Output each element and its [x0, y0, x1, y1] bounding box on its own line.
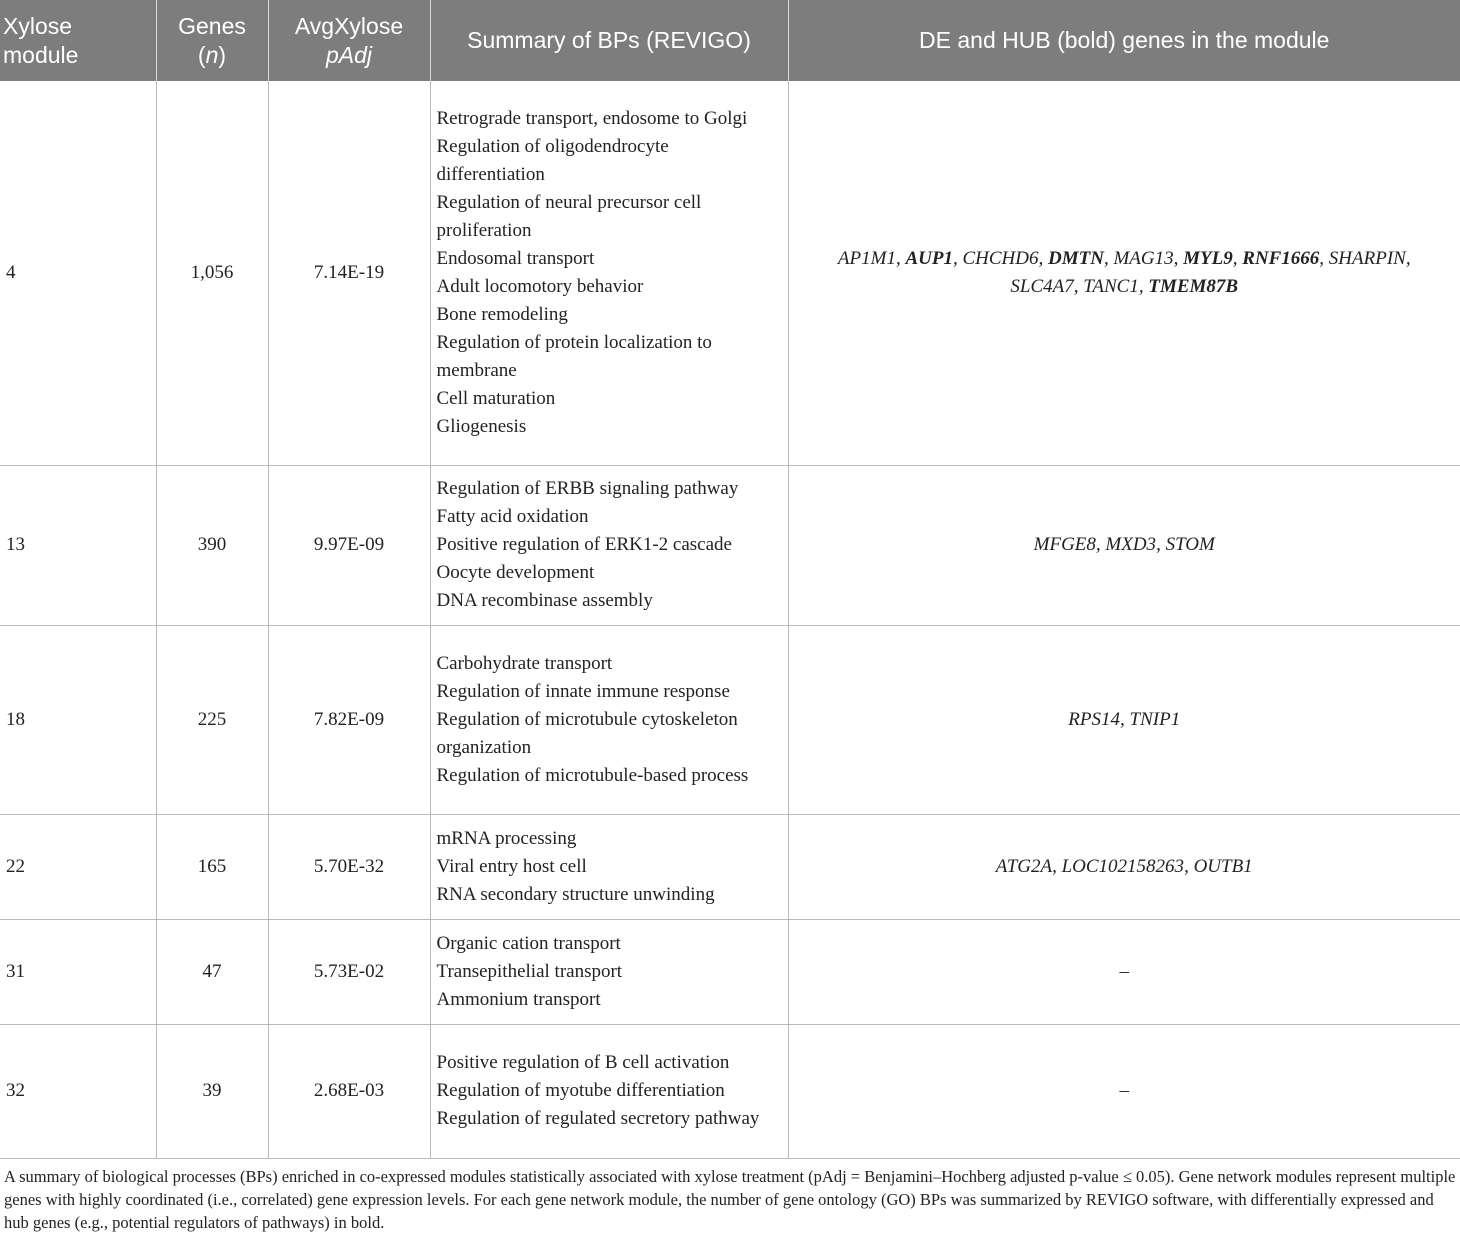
de-hub-genes-cell [788, 919, 1460, 1024]
padj-cell: 9.97E-09 [268, 465, 430, 625]
bp-item: Viral entry host cell [436, 855, 587, 877]
bp-item: mRNA processing [436, 827, 577, 849]
bp-item: Cell maturation [436, 387, 556, 409]
de-gene: – [1119, 960, 1129, 982]
gene-list [1120, 1077, 1130, 1105]
module-cell: 18 [0, 625, 156, 814]
gene-list: MFGE8, MXD3, STOM [1033, 534, 1215, 555]
header-genes-label: Genes [178, 12, 246, 39]
bp-item: Regulation of microtubule cytoskeleton organization [436, 708, 738, 758]
genes-count-cell: 225 [156, 625, 268, 814]
gene-list [1120, 958, 1130, 986]
header-de-hub-genes: DE and HUB (bold) genes in the module [788, 0, 1460, 81]
table-row [0, 81, 1460, 465]
table-header-row [0, 0, 1460, 81]
bp-item: Regulation of protein localization to membrane [436, 331, 712, 381]
genes-count-cell: 39 [156, 1024, 268, 1158]
module-cell: 22 [0, 814, 156, 919]
table-row [0, 465, 1460, 625]
module-cell: 31 [0, 919, 156, 1024]
padj-cell: 5.73E-02 [268, 919, 430, 1024]
bp-item: DNA recombinase assembly [436, 590, 653, 611]
bp-item: Adult locomotory behavior [436, 275, 644, 297]
de-hub-genes-cell [788, 625, 1460, 814]
table-caption: A summary of biological processes (BPs) enriched in co-expressed modules statistically associated with xylose treatment (pAdj = Benjamini–Hochberg adjusted p-value ≤ 0.05). Gene network modules represent multiple genes with highly coordinated (i.e., correlated) gene expression levels. For each gene network module, the number of gene ontology (GO) BPs was summarized by REVIGO software, with differentially expressed and hub genes (e.g., potential regulators of pathways) in bold. [4, 1167, 1456, 1232]
de-hub-genes-cell [788, 1024, 1460, 1158]
header-bp-summary: Summary of BPs (REVIGO) [430, 0, 788, 81]
bp-item: RNA secondary structure unwinding [436, 883, 715, 905]
bp-item: Fatty acid oxidation [436, 506, 589, 527]
header-padj [268, 0, 430, 81]
header-padj-sub: pAdj [325, 41, 373, 68]
genes-count-cell: 47 [156, 919, 268, 1024]
module-cell: 4 [0, 81, 156, 465]
de-gene: MAG13 [1113, 247, 1174, 269]
bp-summary-cell [430, 1024, 788, 1158]
padj-cell: 7.82E-09 [268, 625, 430, 814]
bp-item: Positive regulation of B cell activation [436, 1052, 730, 1073]
padj-cell: 5.70E-32 [268, 814, 430, 919]
bp-item: Gliogenesis [436, 415, 527, 437]
bp-item: Transepithelial transport [436, 960, 623, 982]
bp-item: Regulation of regulated secretory pathway [436, 1108, 760, 1129]
table-body [0, 81, 1460, 1158]
bp-item: Ammonium transport [436, 988, 601, 1010]
de-gene: CHCHD6 [962, 247, 1039, 269]
de-gene: SHARPIN [1328, 247, 1406, 269]
de-gene: MFGE8 [1033, 534, 1096, 555]
gene-list: AP1M1, AUP1, CHCHD6, DMTN, MAG13, MYL9, RNF1666, SHARPIN, SLC4A7, TANC1, TMEM87B [837, 247, 1411, 297]
de-gene: RPS14 [1068, 708, 1121, 730]
de-gene: SLC4A7 [1010, 275, 1074, 297]
bp-summary-cell [430, 465, 788, 625]
de-hub-genes-cell [788, 81, 1460, 465]
bp-item: Carbohydrate transport [436, 652, 613, 674]
bp-item: Regulation of microtubule-based process [436, 764, 749, 786]
header-genes: Genes (n) [156, 0, 268, 81]
de-gene: OUTB1 [1193, 855, 1253, 877]
bp-item: Organic cation transport [436, 932, 621, 954]
padj-cell: 2.68E-03 [268, 1024, 430, 1158]
bp-item: Retrograde transport, endosome to Golgi [436, 107, 748, 129]
table-row [0, 919, 1460, 1024]
de-gene: TNIP1 [1129, 708, 1181, 730]
hub-gene: TMEM87B [1148, 275, 1239, 297]
bp-summary-cell [430, 81, 788, 465]
hub-gene: AUP1 [905, 247, 953, 269]
bp-summary-cell [430, 919, 788, 1024]
padj-cell: 7.14E-19 [268, 81, 430, 465]
bp-item: Regulation of ERBB signaling pathway [436, 478, 739, 499]
de-gene: MXD3 [1105, 534, 1157, 555]
bp-item: Oocyte development [436, 562, 595, 583]
bp-item: Positive regulation of ERK1-2 cascade [436, 534, 732, 555]
module-cell: 32 [0, 1024, 156, 1158]
table-row [0, 814, 1460, 919]
bp-summary-cell [430, 625, 788, 814]
de-gene: LOC102158263 [1061, 855, 1185, 877]
bp-item: Regulation of oligodendrocyte differentiation [436, 135, 669, 185]
table-row [0, 1024, 1460, 1158]
header-padj-label: AvgXylose [294, 12, 404, 39]
genes-count-cell: 390 [156, 465, 268, 625]
bp-item: Regulation of innate immune response [436, 680, 730, 702]
de-gene: – [1119, 1080, 1129, 1101]
hub-gene: RNF1666 [1242, 247, 1320, 269]
gene-list: RPS14, TNIP1 [1068, 708, 1181, 730]
module-cell: 13 [0, 465, 156, 625]
table-row [0, 625, 1460, 814]
gene-list: ATG2A, LOC102158263, OUTB1 [995, 855, 1253, 877]
hub-gene: DMTN [1047, 247, 1104, 269]
de-gene: AP1M1 [837, 247, 896, 269]
bp-item: Regulation of myotube differentiation [436, 1080, 725, 1101]
de-hub-genes-cell [788, 465, 1460, 625]
bp-summary-cell [430, 814, 788, 919]
de-gene: STOM [1165, 534, 1215, 555]
header-module: Xylose module [0, 0, 156, 81]
header-genes-n: n [205, 41, 219, 68]
de-gene: ATG2A [995, 855, 1053, 877]
hub-gene: MYL9 [1183, 247, 1233, 269]
genes-count-cell: 1,056 [156, 81, 268, 465]
bp-item: Endosomal transport [436, 247, 595, 269]
bp-item: Bone remodeling [436, 303, 568, 325]
bp-item: Regulation of neural precursor cell proliferation [436, 191, 702, 241]
de-gene: TANC1 [1083, 275, 1139, 297]
genes-count-cell: 165 [156, 814, 268, 919]
de-hub-genes-cell [788, 814, 1460, 919]
